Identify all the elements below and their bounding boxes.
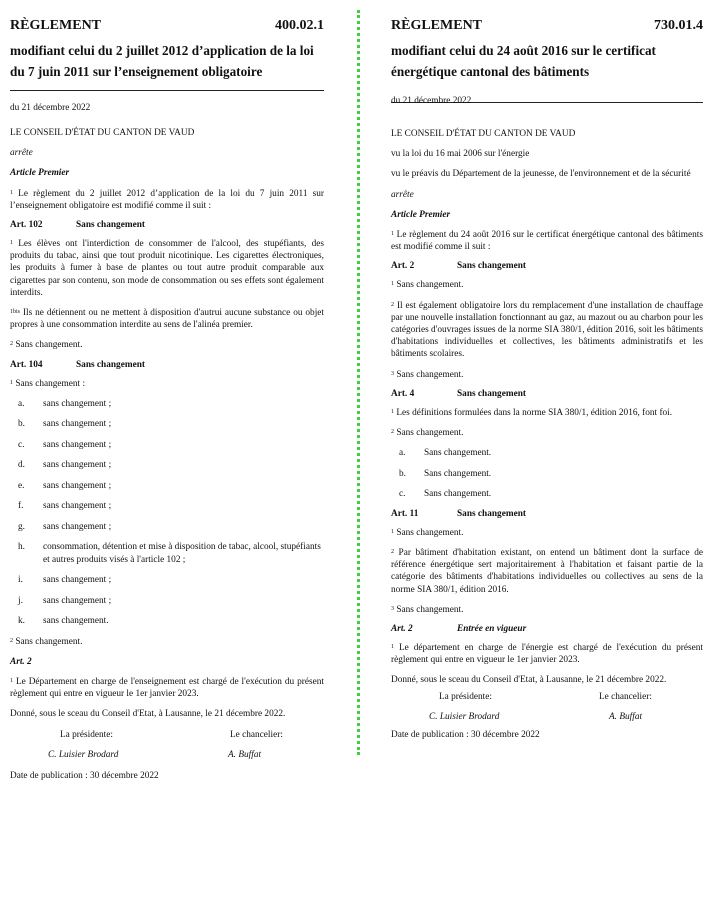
list-item: g. sans changement ; — [18, 521, 112, 532]
right-council: LE CONSEIL D'ÉTAT DU CANTON DE VAUD — [391, 129, 576, 139]
left-signature-names — [10, 749, 324, 761]
left-art-2: Art. 2 — [10, 656, 32, 667]
left-arrete: arrête — [10, 148, 33, 159]
left-signature-labels — [10, 729, 324, 741]
right-art11-p3: $^3$ Sans changement. — [391, 604, 464, 615]
list-item: c. Sans changement. — [399, 489, 492, 500]
right-publication: Date de publication : 30 décembre 2022 — [391, 729, 540, 740]
right-arrete: arrête — [391, 189, 414, 200]
presidente-label: La présidente: — [60, 729, 113, 740]
left-art102-p1: $^1$ Les élèves ont l'interdiction de consommer de l'alcool, des stupéfiants, des produits du tabac, ainsi que tout produit nicotinique. Les cigarettes électroniques, les produits à fumer à base de plantes ou tout autre produit comparable aux cigarettes par son contenu, son mode de consommation ou ses effets sont également interdits. — [10, 239, 324, 298]
list-item: b. Sans changement. — [399, 468, 492, 479]
list-item: d. sans changement ; — [18, 460, 112, 471]
list-item: j. sans changement ; — [18, 595, 112, 606]
left-art-104: Art. 104 Sans changement — [10, 359, 145, 370]
left-list — [18, 398, 324, 627]
right-art-2: Art. 2 Sans changement — [391, 261, 526, 272]
right-art-11: Art. 11 Sans changement — [391, 508, 526, 519]
list-item: h. consommation, détention et mise à disposition de tabac, alcool, stupéfiants et autres produits visés à l'article 102 ; — [18, 542, 321, 565]
right-art2-p3: $^3$ Sans changement. — [391, 369, 464, 380]
left-subtitle: modifiant celui du 2 juillet 2012 d’application de la loi du 7 juin 2011 sur l’enseignement obligatoire — [10, 43, 314, 79]
list-item: e. sans changement ; — [18, 480, 112, 491]
left-art104-p1: $^1$ Sans changement : — [10, 378, 86, 389]
left-donne: Donné, sous le sceau du Conseil d'Etat, à Lausanne, le 21 décembre 2022. — [10, 709, 286, 720]
right-title: RÈGLEMENT — [391, 18, 483, 33]
left-header — [10, 18, 324, 34]
right-article-premier: Article Premier — [391, 209, 451, 220]
right-regulation — [391, 0, 703, 741]
right-art11-p2: $^2$ Par bâtiment d'habitation existant, on entend un bâtiment dont la surface de référence énergétique sert majoritairement à l'habitation et faisant partie de la catégorie des bâtiments d'habitations individuelles ou collectives au sens de la norme SIA 380/1, édition 2016. — [391, 547, 703, 595]
left-art2-p: $^1$ Le Département en charge de l'enseignement est chargé de l'exécution du présent règlement qui entre en vigueur le 1er janvier 2023. — [10, 676, 324, 700]
left-council: LE CONSEIL D'ÉTAT DU CANTON DE VAUD — [10, 128, 195, 138]
right-art2-p2: $^2$ Il est également obligatoire lors du remplacement d'une installation de chauffage par une nouvelle installation fonctionnant au gaz, au mazout ou au charbon pour les catégories d'ouvrages issues de la norme SIA 380/1, édition 2016, soit les bâtiments d'habitations individuelles et collectives, les bâtiments administratifs et les bâtiments scolaires. — [391, 300, 703, 360]
presidente-label: La présidente: — [439, 691, 492, 702]
right-subtitle: modifiant celui du 24 août 2016 sur le certificat énergétique cantonal des bâtiments — [391, 43, 656, 79]
presidente-name: C. Luisier Brodard — [48, 749, 119, 760]
left-article-premier: Article Premier — [10, 168, 70, 179]
list-item: i. sans changement ; — [18, 575, 112, 586]
right-number: 730.01.4 — [654, 18, 703, 33]
left-art102-p2: $^{1bis}$ Ils ne détiennent ou ne mettent à disposition d'autrui aucune substance ou objet propres à une consommation interdite au sens de l'alinéa premier. — [10, 308, 324, 331]
chancelier-label: Le chancelier: — [599, 691, 652, 702]
right-art11-p1: $^1$ Sans changement. — [391, 527, 464, 538]
right-intro: $^1$ Le règlement du 24 août 2016 sur le certificat énergétique cantonal des bâtiments est modifié comme il suit : — [391, 230, 703, 253]
right-art-4: Art. 4 Sans changement — [391, 388, 526, 399]
right-signature-labels — [391, 691, 703, 703]
left-title: RÈGLEMENT — [10, 18, 102, 33]
right-art2-p1: $^1$ Sans changement. — [391, 280, 464, 291]
chancelier-name: A. Buffat — [228, 749, 262, 760]
left-regulation — [10, 0, 324, 782]
chancelier-label: Le chancelier: — [230, 729, 283, 740]
presidente-name: C. Luisier Brodard — [429, 711, 500, 722]
list-item: a. Sans changement. — [399, 448, 492, 459]
list-item: f. sans changement ; — [18, 501, 112, 512]
right-list — [399, 447, 703, 500]
right-art-2-entree: Art. 2 Entrée en vigueur — [391, 623, 527, 634]
right-vu2: vu le préavis du Département de la jeunesse, de l'environnement et de la sécurité — [391, 169, 691, 180]
right-art4-p2: $^2$ Sans changement. — [391, 428, 464, 439]
list-item: k. sans changement. — [18, 616, 109, 627]
left-date: du 21 décembre 2022 — [10, 103, 91, 113]
right-vu1: vu la loi du 16 mai 2006 sur l'énergie — [391, 149, 530, 160]
left-number: 400.02.1 — [275, 18, 324, 33]
right-donne: Donné, sous le sceau du Conseil d'Etat, à Lausanne, le 21 décembre 2022. — [391, 675, 667, 686]
left-rule — [10, 90, 324, 91]
left-publication: Date de publication : 30 décembre 2022 — [10, 770, 159, 781]
left-art102-p3: $^2$ Sans changement. — [10, 340, 83, 351]
list-item: a. sans changement ; — [18, 398, 112, 409]
right-art2b-p: $^1$ Le département en charge de l'énergie est chargé de l'exécution du présent règlement qui entre en vigueur le 1er janvier 2023. — [391, 642, 703, 666]
right-signature-names — [391, 711, 703, 723]
right-art4-p1: $^1$ Les définitions formulées dans la norme SIA 380/1, édition 2016, font foi. — [391, 407, 673, 418]
left-art104-p2: $^2$ Sans changement. — [10, 636, 83, 647]
list-item: c. sans changement ; — [18, 439, 112, 450]
left-intro: $^1$ Le règlement du 2 juillet 2012 d’application de la loi du 7 juin 2011 sur l’enseignement obligatoire est modifié comme il suit : — [10, 188, 324, 211]
list-item: b. sans changement ; — [18, 419, 112, 430]
column-separator — [357, 10, 360, 755]
chancelier-name: A. Buffat — [609, 711, 643, 722]
right-date: du 21 décembre 2022 — [391, 96, 472, 106]
left-art-102: Art. 102 Sans changement — [10, 220, 145, 231]
right-header — [391, 18, 703, 34]
